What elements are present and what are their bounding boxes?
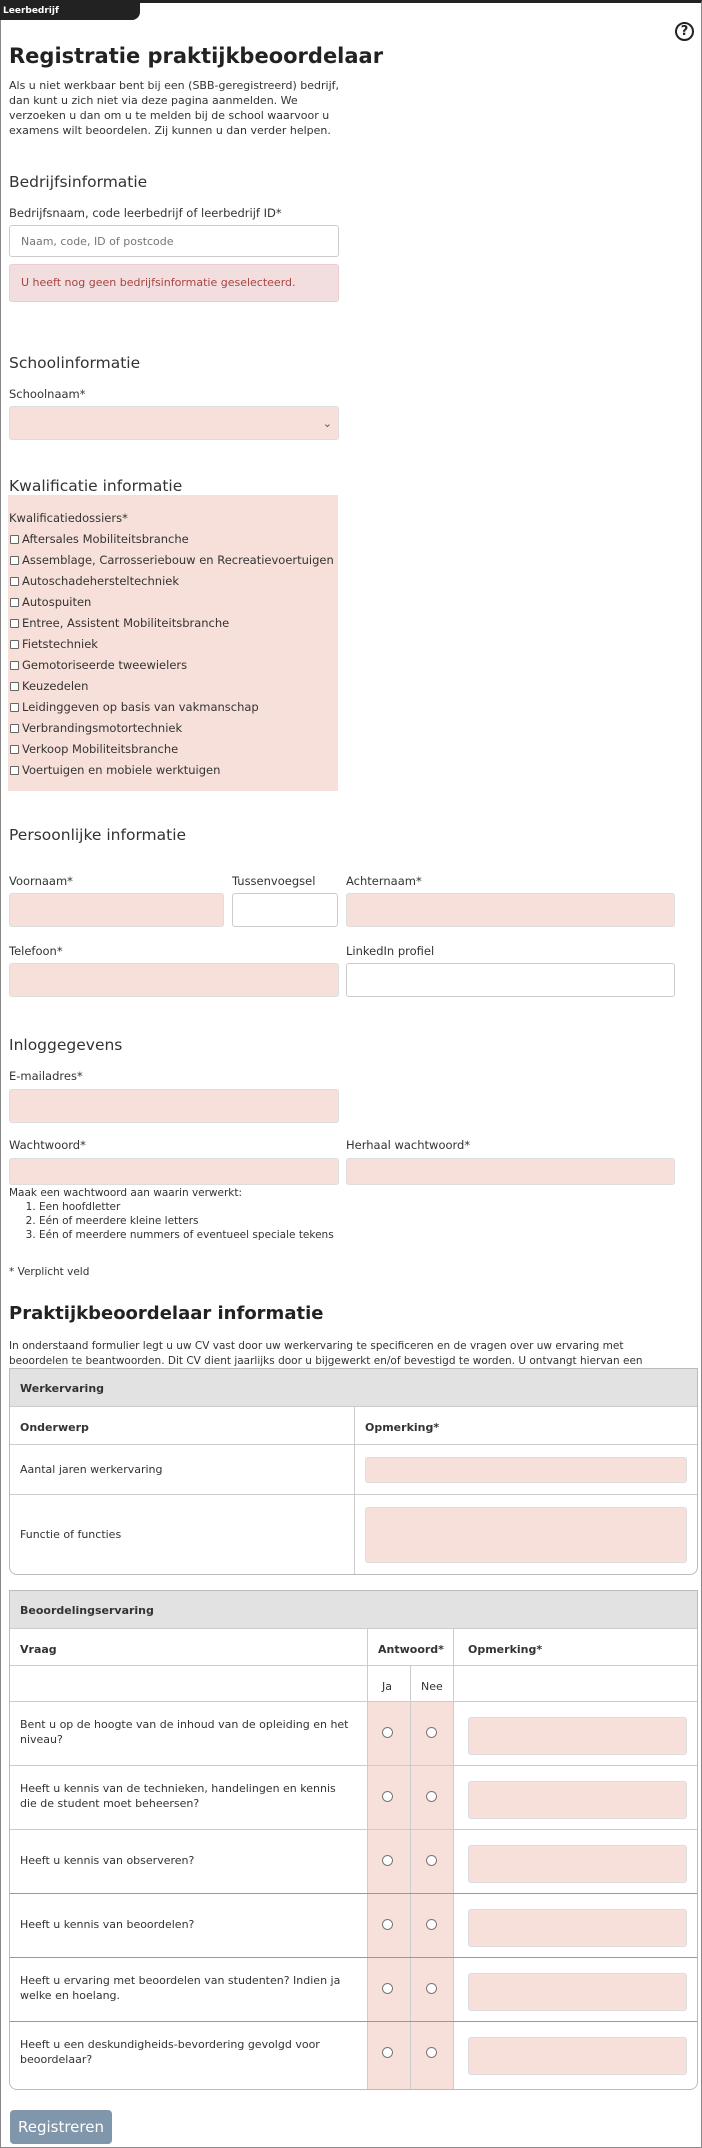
qualification-item[interactable]: Verbrandingsmotortechniek <box>10 721 182 735</box>
question-text: Heeft u kennis van beoordelen? <box>20 1918 195 1931</box>
col-answer: Antwoord* <box>378 1643 444 1656</box>
linkedin-field[interactable] <box>346 963 675 997</box>
qualification-item[interactable]: Voertuigen en mobiele werktuigen <box>10 763 220 777</box>
question-remark-field[interactable] <box>468 1845 687 1883</box>
question-text: Bent u op de hoogte van de inhoud van de opleiding en het niveau? <box>20 1718 349 1746</box>
checkbox[interactable] <box>10 661 19 670</box>
col-remark: Opmerking* <box>468 1643 543 1656</box>
checkbox[interactable] <box>10 598 19 607</box>
checkbox[interactable] <box>10 535 19 544</box>
password-rules-intro: Maak een wachtwoord aan waarin verwerkt: <box>9 1187 243 1199</box>
email-field[interactable] <box>9 1089 339 1123</box>
qualification-item[interactable]: Entree, Assistent Mobiliteitsbranche <box>10 616 229 630</box>
col-subject: Onderwerp <box>20 1421 89 1434</box>
last-name-label: Achternaam* <box>346 874 422 888</box>
answer-no-radio[interactable] <box>426 1727 437 1738</box>
intro-text: Als u niet werkbaar bent bij een (SBB-geregistreerd) bedrijf, dan kunt u zich niet via deze pagina aanmelden. We verzoeken u dan om u te melden bij de school waarvoor u examens wilt beoordelen. Zij kunnen u dan verder helpen. <box>9 79 340 137</box>
checkbox[interactable] <box>10 556 19 565</box>
required-note: * Verplicht veld <box>9 1266 90 1278</box>
question-remark-field[interactable] <box>468 1909 687 1947</box>
phone-label: Telefoon* <box>9 944 63 958</box>
answer-no-radio[interactable] <box>426 1855 437 1866</box>
qualification-item[interactable]: Autoschadehersteltechniek <box>10 574 179 588</box>
checkbox[interactable] <box>10 682 19 691</box>
company-alert: U heeft nog geen bedrijfsinformatie geselecteerd. <box>9 264 339 302</box>
answer-no-header: Nee <box>421 1680 443 1693</box>
password-label: Wachtwoord* <box>9 1138 86 1152</box>
work-experience-title: Werkervaring <box>10 1369 697 1407</box>
checkbox[interactable] <box>10 640 19 649</box>
question-remark-field[interactable] <box>468 1781 687 1819</box>
question-remark-field[interactable] <box>468 2037 687 2075</box>
chevron-down-icon: ⌄ <box>322 417 332 430</box>
answer-no-radio[interactable] <box>426 1983 437 1994</box>
answer-yes-radio[interactable] <box>382 1791 393 1802</box>
register-button[interactable]: Registreren <box>10 2110 112 2144</box>
work-row-label: Aantal jaren werkervaring <box>20 1463 163 1476</box>
password-rule: 2. Eén of meerdere kleine letters <box>39 1214 369 1228</box>
qualification-item[interactable]: Leidinggeven op basis van vakmanschap <box>10 700 259 714</box>
qualification-item[interactable]: Verkoop Mobiliteitsbranche <box>10 742 178 756</box>
login-heading: Inloggegevens <box>9 1036 123 1054</box>
phone-field[interactable] <box>9 963 339 997</box>
personal-heading: Persoonlijke informatie <box>9 826 187 844</box>
qualification-item[interactable]: Keuzedelen <box>10 679 88 693</box>
last-name-field[interactable] <box>346 893 675 927</box>
help-icon[interactable]: ? <box>675 22 694 41</box>
qualification-label: Kwalificatiedossiers* <box>9 511 128 525</box>
school-heading: Schoolinformatie <box>9 354 141 372</box>
work-years-field[interactable] <box>365 1457 687 1483</box>
password-field[interactable] <box>9 1158 339 1185</box>
answer-no-radio[interactable] <box>426 1919 437 1930</box>
checkbox[interactable] <box>10 724 19 733</box>
answer-yes-radio[interactable] <box>382 1855 393 1866</box>
qualification-item[interactable]: Fietstechniek <box>10 637 98 651</box>
header-tab: Leerbedrijf <box>0 0 140 20</box>
school-label: Schoolnaam* <box>9 387 86 401</box>
qualification-list <box>8 495 338 791</box>
linkedin-label: LinkedIn profiel <box>346 944 435 958</box>
checkbox[interactable] <box>10 766 19 775</box>
infix-label: Tussenvoegsel <box>232 874 316 888</box>
checkbox[interactable] <box>10 703 19 712</box>
assessor-intro: In onderstaand formulier legt u uw CV vast door uw werkervaring te specificeren en de vragen over uw ervaring met beoordelen te beantwoorden. Dit CV dient jaarlijks door u bijgewerkt en/of bevestigd te worden. U ontvangt hiervan een <box>9 1340 643 1367</box>
question-text: Heeft u ervaring met beoordelen van studenten? Indien ja welke en hoelang. <box>20 1974 341 2002</box>
answer-no-radio[interactable] <box>426 2047 437 2058</box>
email-label: E-mailadres* <box>9 1069 83 1083</box>
checkbox[interactable] <box>10 619 19 628</box>
page-title: Registratie praktijkbeoordelaar <box>9 44 384 68</box>
question-remark-field[interactable] <box>468 1973 687 2011</box>
work-row-label: Functie of functies <box>20 1528 122 1541</box>
repeat-password-label: Herhaal wachtwoord* <box>346 1138 471 1152</box>
answer-yes-radio[interactable] <box>382 1983 393 1994</box>
answer-yes-radio[interactable] <box>382 1727 393 1738</box>
password-rule: 1. Een hoofdletter <box>39 1200 369 1214</box>
company-search-input[interactable] <box>9 225 339 257</box>
school-select[interactable] <box>9 406 339 440</box>
assessment-experience-title: Beoordelingservaring <box>10 1591 697 1629</box>
qualification-item[interactable]: Aftersales Mobiliteitsbranche <box>10 532 189 546</box>
company-heading: Bedrijfsinformatie <box>9 173 148 191</box>
checkbox[interactable] <box>10 745 19 754</box>
qualification-heading: Kwalificatie informatie <box>9 477 183 495</box>
answer-yes-radio[interactable] <box>382 1919 393 1930</box>
repeat-password-field[interactable] <box>346 1158 675 1185</box>
qualification-item[interactable]: Autospuiten <box>10 595 91 609</box>
assessment-experience-panel <box>9 1590 698 2090</box>
company-label: Bedrijfsnaam, code leerbedrijf of leerbedrijf ID* <box>9 206 282 220</box>
question-text: Heeft u kennis van de technieken, handelingen en kennis die de student moet beheersen? <box>20 1782 336 1810</box>
password-rules <box>9 1186 369 1242</box>
col-question: Vraag <box>20 1643 57 1656</box>
work-functions-field[interactable] <box>365 1507 687 1563</box>
first-name-label: Voornaam* <box>9 874 73 888</box>
qualification-item[interactable]: Gemotoriseerde tweewielers <box>10 658 187 672</box>
answer-no-radio[interactable] <box>426 1791 437 1802</box>
question-remark-field[interactable] <box>468 1717 687 1755</box>
answer-yes-radio[interactable] <box>382 2047 393 2058</box>
assessor-heading: Praktijkbeoordelaar informatie <box>9 1303 324 1324</box>
question-text: Heeft u een deskundigheids-bevordering gevolgd voor beoordelaar? <box>20 2038 320 2066</box>
qualification-item[interactable]: Assemblage, Carrosseriebouw en Recreatievoertuigen <box>10 553 334 567</box>
checkbox[interactable] <box>10 577 19 586</box>
question-text: Heeft u kennis van observeren? <box>20 1854 195 1867</box>
infix-field[interactable] <box>232 893 338 927</box>
answer-yes-header: Ja <box>382 1680 392 1693</box>
password-rule: 3. Eén of meerdere nummers of eventueel speciale tekens <box>39 1228 369 1242</box>
first-name-field[interactable] <box>9 893 224 927</box>
work-experience-panel <box>9 1368 698 1575</box>
col-remark: Opmerking* <box>365 1421 440 1434</box>
